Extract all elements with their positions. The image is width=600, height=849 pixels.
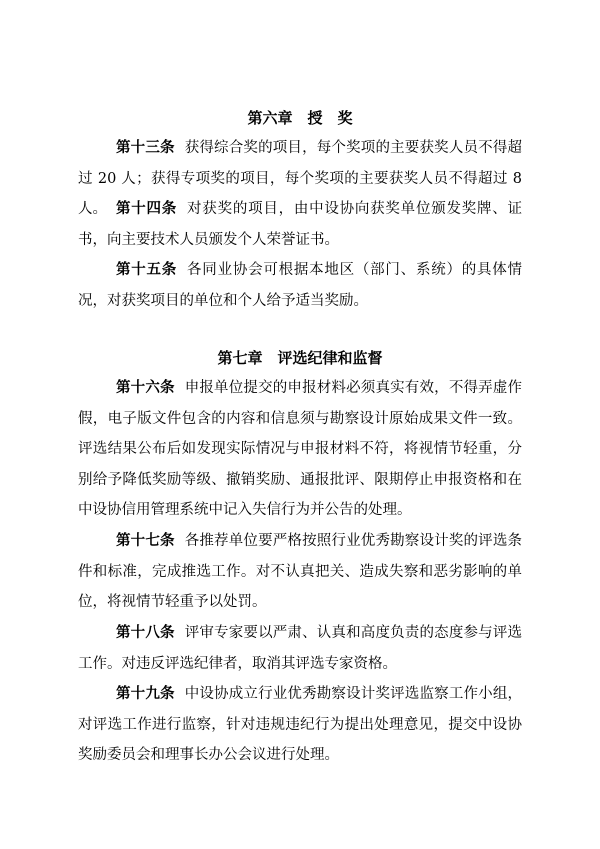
article-16 [78,373,522,526]
article-17 [78,526,522,618]
article-19 [78,679,522,771]
article-18-text: 评审专家要以严肃、认真和高度负责的态度参与评选工作。对违反评选纪律者，取消其评选专家资格。 [78,625,523,672]
article-19-number: 第十九条 [116,686,175,702]
article-14-number: 第十四条 [116,201,178,217]
chapter-7-heading: 第七章 评选纪律和监督 [217,349,383,367]
article-17-text: 各推荐单位要严格按照行业优秀勘察设计奖的评选条件和标准，完成推选工作。对不认真把关、造成失察和恶劣影响的单位，将视情节轻重予以处罚。 [78,533,523,610]
article-19-text: 中设协成立行业优秀勘察设计奖评选监察工作小组，对评选工作进行监察，针对违规违纪行为提出处理意见，提交中设协奖励委员会和理事长办公会议进行处理。 [78,686,523,763]
article-15-number: 第十五条 [116,262,178,278]
article-13-text: 获得综合奖的项目，每个奖项的主要获奖人员不得超过 20 人；获得专项奖的项目，每个奖项的主要获奖人员不得超过 8 人。 [78,140,523,217]
chapter-6-heading: 第六章 授 奖 [247,109,353,127]
article-15 [78,255,522,316]
article-15-text: 各同业协会可根据本地区（部门、系统）的具体情况，对获奖项目的单位和个人给予适当奖励。 [78,262,523,309]
article-18-number: 第十八条 [116,625,175,641]
article-18 [78,618,522,679]
article-16-text: 申报单位提交的申报材料必须真实有效，不得弄虚作假，电子版文件包含的内容和信息须与勘察设计原始成果文件一致。评选结果公布后如发现实际情况与申报材料不符，将视情节轻重，分别给予降低奖励等级、撤销奖励、通报批评、限期停止申报资格和在中设协信用管理系统中记入失信行为并公告的处理。 [78,380,523,518]
article-17-number: 第十七条 [116,533,175,549]
article-13-number: 第十三条 [116,140,175,156]
article-16-number: 第十六条 [116,380,175,396]
article-14 [78,194,522,255]
article-14-text: 对获奖的项目，由中设协向获奖单位颁发奖牌、证书，向主要技术人员颁发个人荣誉证书。 [78,201,523,248]
